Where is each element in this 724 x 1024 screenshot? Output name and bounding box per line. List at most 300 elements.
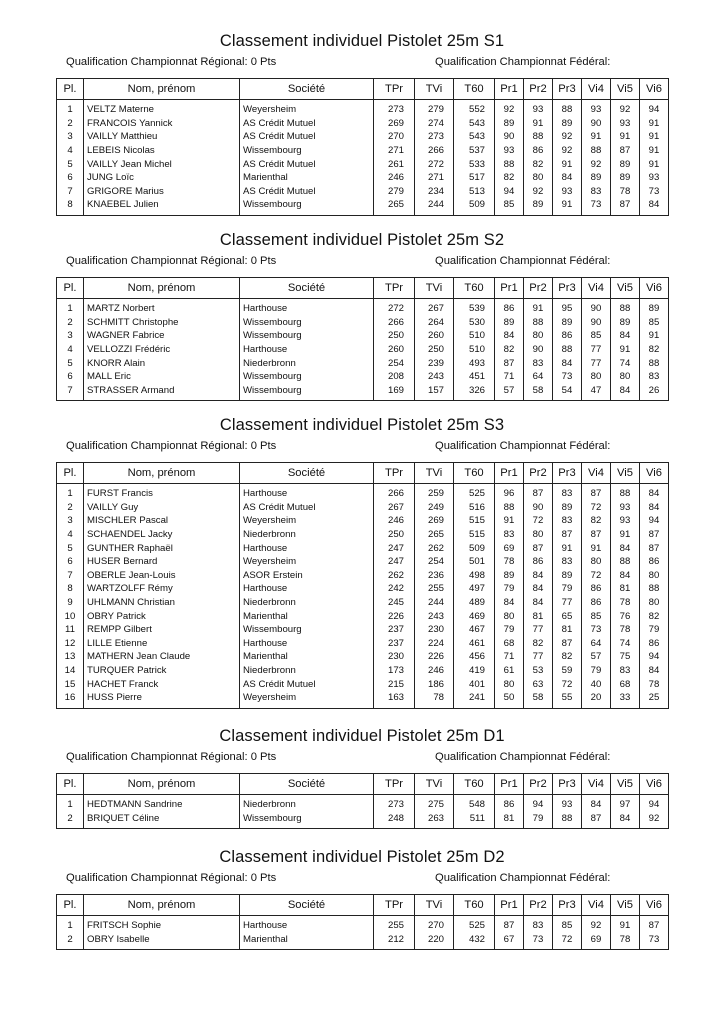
column-header-vi4: Vi4 (582, 463, 611, 484)
column-header-tvi: TVi (415, 463, 454, 484)
pr1-cell: 88 (495, 501, 524, 515)
tpr-cell: 250 (374, 528, 415, 542)
column-header-pr1: Pr1 (495, 79, 524, 100)
tpr-cell: 265 (374, 198, 415, 215)
club-cell: Wissembourg (240, 370, 374, 384)
vi5-cell: 75 (611, 650, 640, 664)
pr2-cell: 82 (524, 637, 553, 651)
club-cell: Weyersheim (240, 100, 374, 117)
rank-cell: 7 (67, 384, 73, 396)
name-cell: OBRY Isabelle (84, 933, 240, 950)
vi5-cell: 80 (611, 370, 640, 384)
pr2-cell: 83 (524, 916, 553, 933)
pr2-cell: 72 (524, 514, 553, 528)
column-header-tvi: TVi (415, 895, 454, 916)
column-header-t60: T60 (454, 774, 495, 795)
tvi-cell: 267 (415, 299, 454, 316)
table-header-row (57, 463, 669, 484)
column-header-vi4: Vi4 (582, 895, 611, 916)
column-header-soc: Société (240, 895, 374, 916)
pr2-cell: 93 (524, 100, 553, 117)
name-cell: VAILLY Matthieu (84, 130, 240, 144)
vi5-cell: 74 (611, 356, 640, 370)
vi4-cell: 87 (582, 812, 611, 829)
vi5-cell: 81 (611, 582, 640, 596)
table-row (57, 596, 669, 610)
pr2-cell: 80 (524, 171, 553, 185)
name-cell: MATHERN Jean Claude (84, 650, 240, 664)
vi5-cell: 87 (611, 144, 640, 158)
vi6-cell: 85 (640, 316, 669, 330)
name-cell: UHLMANN Christian (84, 596, 240, 610)
tvi-cell: 265 (415, 528, 454, 542)
pr2-cell: 87 (524, 541, 553, 555)
vi4-cell: 77 (582, 356, 611, 370)
club-cell: Wissembourg (240, 623, 374, 637)
t60-cell: 513 (454, 185, 495, 199)
column-header-pl: Pl. (57, 774, 84, 795)
pr2-cell: 77 (524, 650, 553, 664)
vi5-cell: 83 (611, 664, 640, 678)
club-cell: Wissembourg (240, 329, 374, 343)
name-cell: STRASSER Armand (84, 384, 240, 401)
club-cell: Weyersheim (240, 555, 374, 569)
pr1-cell: 86 (495, 795, 524, 812)
table-row (57, 916, 669, 933)
column-header-pl: Pl. (57, 278, 84, 299)
pr2-cell: 89 (524, 198, 553, 215)
vi6-cell: 84 (640, 484, 669, 501)
pr1-cell: 92 (495, 100, 524, 117)
vi4-cell: 90 (582, 316, 611, 330)
vi5-cell: 93 (611, 514, 640, 528)
tpr-cell: 273 (374, 100, 415, 117)
vi4-cell: 92 (582, 157, 611, 171)
pr1-cell: 50 (495, 691, 524, 708)
federal-qualification-note: Qualification Championnat Fédéral: (435, 440, 611, 452)
club-cell: Marienthal (240, 650, 374, 664)
t60-cell: 525 (454, 916, 495, 933)
pr3-cell: 54 (553, 384, 582, 401)
vi5-cell: 74 (611, 637, 640, 651)
tvi-cell: 263 (415, 812, 454, 829)
column-header-vi6: Vi6 (640, 774, 669, 795)
vi6-cell: 80 (640, 569, 669, 583)
table-header-row (57, 774, 669, 795)
federal-qualification-note: Qualification Championnat Fédéral: (435, 751, 611, 763)
vi4-cell: 72 (582, 501, 611, 515)
tpr-cell: 237 (374, 623, 415, 637)
vi5-cell: 88 (611, 555, 640, 569)
table-header-row (57, 895, 669, 916)
pr2-cell: 84 (524, 569, 553, 583)
pr1-cell: 61 (495, 664, 524, 678)
vi5-cell: 84 (611, 812, 640, 829)
pr2-cell: 90 (524, 343, 553, 357)
tvi-cell: 244 (415, 596, 454, 610)
table-row (57, 329, 669, 343)
pr1-cell: 86 (495, 299, 524, 316)
results-table (56, 462, 669, 709)
name-cell: FRITSCH Sophie (84, 916, 240, 933)
vi5-cell: 84 (611, 384, 640, 401)
vi4-cell: 57 (582, 650, 611, 664)
t60-cell: 432 (454, 933, 495, 950)
column-header-nom: Nom, prénom (84, 278, 240, 299)
club-cell: Niederbronn (240, 528, 374, 542)
federal-qualification-note: Qualification Championnat Fédéral: (435, 56, 611, 68)
tvi-cell: 275 (415, 795, 454, 812)
rank-cell: 5 (67, 542, 73, 554)
club-cell: AS Crédit Mutuel (240, 677, 374, 691)
pr1-cell: 79 (495, 582, 524, 596)
pr1-cell: 88 (495, 157, 524, 171)
name-cell: SCHAENDEL Jacky (84, 528, 240, 542)
column-header-soc: Société (240, 278, 374, 299)
pr3-cell: 88 (553, 100, 582, 117)
club-cell: Weyersheim (240, 514, 374, 528)
tpr-cell: 250 (374, 329, 415, 343)
club-cell: Niederbronn (240, 596, 374, 610)
vi4-cell: 87 (582, 484, 611, 501)
pr1-cell: 79 (495, 623, 524, 637)
column-header-pr1: Pr1 (495, 895, 524, 916)
column-header-pr1: Pr1 (495, 463, 524, 484)
tvi-cell: 255 (415, 582, 454, 596)
pr1-cell: 94 (495, 185, 524, 199)
pr3-cell: 73 (553, 370, 582, 384)
pr1-cell: 80 (495, 609, 524, 623)
regional-qualification-note: Qualification Championnat Régional: 0 Pts (66, 56, 277, 68)
vi5-cell: 92 (611, 100, 640, 117)
club-cell: Harthouse (240, 582, 374, 596)
tpr-cell: 226 (374, 609, 415, 623)
rank-cell: 1 (67, 920, 73, 932)
t60-cell: 509 (454, 541, 495, 555)
vi6-cell: 94 (640, 795, 669, 812)
tpr-cell: 212 (374, 933, 415, 950)
rank-cell: 3 (67, 131, 73, 143)
tvi-cell: 273 (415, 130, 454, 144)
column-header-soc: Société (240, 774, 374, 795)
t60-cell: 241 (454, 691, 495, 708)
tvi-cell: 239 (415, 356, 454, 370)
table-row (57, 582, 669, 596)
rank-cell: 15 (64, 678, 76, 690)
vi4-cell: 91 (582, 541, 611, 555)
pr3-cell: 93 (553, 795, 582, 812)
pr2-cell: 84 (524, 596, 553, 610)
vi4-cell: 90 (582, 117, 611, 131)
tvi-cell: 226 (415, 650, 454, 664)
column-header-pr3: Pr3 (553, 278, 582, 299)
vi5-cell: 33 (611, 691, 640, 708)
name-cell: HACHET Franck (84, 677, 240, 691)
t60-cell: 510 (454, 329, 495, 343)
section-title: Classement individuel Pistolet 25m S3 (219, 416, 505, 434)
table-row (57, 343, 669, 357)
rank-cell: 6 (67, 172, 73, 184)
tvi-cell: 250 (415, 343, 454, 357)
table-row (57, 569, 669, 583)
tpr-cell: 246 (374, 171, 415, 185)
tpr-cell: 230 (374, 650, 415, 664)
pr2-cell: 79 (524, 812, 553, 829)
vi6-cell: 79 (640, 623, 669, 637)
vi5-cell: 93 (611, 501, 640, 515)
pr2-cell: 88 (524, 316, 553, 330)
t60-cell: 525 (454, 484, 495, 501)
club-cell: Marienthal (240, 933, 374, 950)
table-row (57, 117, 669, 131)
t60-cell: 517 (454, 171, 495, 185)
rank-cell: 5 (67, 158, 73, 170)
name-cell: OBRY Patrick (84, 609, 240, 623)
name-cell: MARTZ Norbert (84, 299, 240, 316)
tvi-cell: 243 (415, 370, 454, 384)
rank-cell: 6 (67, 371, 73, 383)
tvi-cell: 264 (415, 316, 454, 330)
vi4-cell: 89 (582, 171, 611, 185)
column-header-soc: Société (240, 79, 374, 100)
t60-cell: 419 (454, 664, 495, 678)
pr3-cell: 79 (553, 582, 582, 596)
pr1-cell: 68 (495, 637, 524, 651)
regional-qualification-note: Qualification Championnat Régional: 0 Pts (66, 751, 277, 763)
tvi-cell: 236 (415, 569, 454, 583)
vi6-cell: 87 (640, 541, 669, 555)
pr3-cell: 72 (553, 677, 582, 691)
pr1-cell: 89 (495, 316, 524, 330)
vi5-cell: 88 (611, 299, 640, 316)
pr3-cell: 88 (553, 812, 582, 829)
name-cell: KNORR Alain (84, 356, 240, 370)
tpr-cell: 262 (374, 569, 415, 583)
regional-qualification-note: Qualification Championnat Régional: 0 Pts (66, 440, 277, 452)
pr2-cell: 64 (524, 370, 553, 384)
rank-cell: 1 (67, 104, 73, 116)
tpr-cell: 215 (374, 677, 415, 691)
pr3-cell: 81 (553, 623, 582, 637)
pr1-cell: 91 (495, 514, 524, 528)
table-row (57, 157, 669, 171)
club-cell: AS Crédit Mutuel (240, 130, 374, 144)
pr3-cell: 87 (553, 637, 582, 651)
vi6-cell: 82 (640, 609, 669, 623)
name-cell: OBERLE Jean-Louis (84, 569, 240, 583)
club-cell: Marienthal (240, 171, 374, 185)
table-row (57, 299, 669, 316)
table-row (57, 100, 669, 117)
club-cell: Harthouse (240, 916, 374, 933)
vi6-cell: 86 (640, 637, 669, 651)
table-row (57, 384, 669, 401)
tpr-cell: 242 (374, 582, 415, 596)
pr3-cell: 91 (553, 157, 582, 171)
vi4-cell: 80 (582, 370, 611, 384)
table-row (57, 130, 669, 144)
pr3-cell: 83 (553, 555, 582, 569)
column-header-pr2: Pr2 (524, 278, 553, 299)
pr1-cell: 84 (495, 596, 524, 610)
name-cell: MALL Eric (84, 370, 240, 384)
column-header-pl: Pl. (57, 895, 84, 916)
pr2-cell: 90 (524, 501, 553, 515)
t60-cell: 530 (454, 316, 495, 330)
pr2-cell: 88 (524, 130, 553, 144)
pr1-cell: 87 (495, 916, 524, 933)
rank-cell: 16 (64, 692, 76, 704)
table-row (57, 144, 669, 158)
pr2-cell: 82 (524, 157, 553, 171)
vi4-cell: 91 (582, 130, 611, 144)
vi4-cell: 20 (582, 691, 611, 708)
pr3-cell: 82 (553, 650, 582, 664)
tvi-cell: 272 (415, 157, 454, 171)
vi5-cell: 91 (611, 130, 640, 144)
column-header-vi5: Vi5 (611, 463, 640, 484)
pr2-cell: 58 (524, 691, 553, 708)
rank-cell: 7 (67, 569, 73, 581)
pr3-cell: 95 (553, 299, 582, 316)
vi5-cell: 91 (611, 916, 640, 933)
rank-cell: 3 (67, 515, 73, 527)
name-cell: WAGNER Fabrice (84, 329, 240, 343)
tvi-cell: 246 (415, 664, 454, 678)
t60-cell: 489 (454, 596, 495, 610)
column-header-vi6: Vi6 (640, 79, 669, 100)
club-cell: Harthouse (240, 484, 374, 501)
rank-cell: 1 (67, 303, 73, 315)
name-cell: LILLE Etienne (84, 637, 240, 651)
column-header-nom: Nom, prénom (84, 774, 240, 795)
column-header-vi5: Vi5 (611, 79, 640, 100)
pr2-cell: 81 (524, 609, 553, 623)
table-row (57, 555, 669, 569)
vi5-cell: 78 (611, 596, 640, 610)
club-cell: Marienthal (240, 609, 374, 623)
column-header-t60: T60 (454, 895, 495, 916)
t60-cell: 543 (454, 117, 495, 131)
rank-cell: 4 (67, 344, 73, 356)
vi6-cell: 82 (640, 343, 669, 357)
vi5-cell: 88 (611, 484, 640, 501)
vi6-cell: 94 (640, 650, 669, 664)
pr3-cell: 89 (553, 316, 582, 330)
pr1-cell: 89 (495, 569, 524, 583)
tpr-cell: 273 (374, 795, 415, 812)
column-header-t60: T60 (454, 79, 495, 100)
rank-cell: 2 (67, 316, 73, 328)
name-cell: VAILLY Guy (84, 501, 240, 515)
vi6-cell: 80 (640, 596, 669, 610)
tvi-cell: 274 (415, 117, 454, 131)
vi6-cell: 87 (640, 528, 669, 542)
vi4-cell: 77 (582, 343, 611, 357)
t60-cell: 461 (454, 637, 495, 651)
vi5-cell: 89 (611, 171, 640, 185)
vi6-cell: 91 (640, 329, 669, 343)
vi6-cell: 26 (640, 384, 669, 401)
t60-cell: 516 (454, 501, 495, 515)
tpr-cell: 245 (374, 596, 415, 610)
column-header-soc: Société (240, 463, 374, 484)
pr2-cell: 87 (524, 484, 553, 501)
column-header-pr2: Pr2 (524, 774, 553, 795)
table-row (57, 316, 669, 330)
club-cell: Niederbronn (240, 795, 374, 812)
column-header-tpr: TPr (374, 79, 415, 100)
table-row (57, 185, 669, 199)
club-cell: Wissembourg (240, 198, 374, 215)
results-table (56, 277, 669, 401)
t60-cell: 467 (454, 623, 495, 637)
tpr-cell: 266 (374, 484, 415, 501)
column-header-vi6: Vi6 (640, 278, 669, 299)
vi5-cell: 78 (611, 185, 640, 199)
rank-cell: 3 (67, 330, 73, 342)
column-header-pl: Pl. (57, 79, 84, 100)
column-header-tvi: TVi (415, 774, 454, 795)
results-table (56, 894, 669, 950)
rank-cell: 11 (65, 624, 75, 636)
table-row (57, 664, 669, 678)
vi4-cell: 80 (582, 555, 611, 569)
vi4-cell: 90 (582, 299, 611, 316)
t60-cell: 493 (454, 356, 495, 370)
tpr-cell: 255 (374, 916, 415, 933)
club-cell: Harthouse (240, 299, 374, 316)
tpr-cell: 279 (374, 185, 415, 199)
pr2-cell: 77 (524, 623, 553, 637)
club-cell: Wissembourg (240, 384, 374, 401)
rank-cell: 2 (67, 117, 73, 129)
club-cell: AS Crédit Mutuel (240, 157, 374, 171)
tpr-cell: 248 (374, 812, 415, 829)
tpr-cell: 163 (374, 691, 415, 708)
federal-qualification-note: Qualification Championnat Fédéral: (435, 255, 611, 267)
name-cell: HEDTMANN Sandrine (84, 795, 240, 812)
name-cell: HUSER Bernard (84, 555, 240, 569)
vi6-cell: 92 (640, 812, 669, 829)
column-header-pr1: Pr1 (495, 278, 524, 299)
table-row (57, 795, 669, 812)
pr1-cell: 69 (495, 541, 524, 555)
column-header-tvi: TVi (415, 79, 454, 100)
pr2-cell: 80 (524, 329, 553, 343)
vi4-cell: 87 (582, 528, 611, 542)
vi5-cell: 84 (611, 541, 640, 555)
rank-cell: 7 (67, 185, 73, 197)
table-row (57, 198, 669, 215)
vi6-cell: 88 (640, 356, 669, 370)
column-header-vi5: Vi5 (611, 895, 640, 916)
t60-cell: 509 (454, 198, 495, 215)
vi5-cell: 89 (611, 157, 640, 171)
table-header-row (57, 278, 669, 299)
tvi-cell: 266 (415, 144, 454, 158)
vi5-cell: 78 (611, 623, 640, 637)
rank-cell: 1 (67, 488, 73, 500)
column-header-vi5: Vi5 (611, 774, 640, 795)
pr3-cell: 83 (553, 484, 582, 501)
table-row (57, 514, 669, 528)
column-header-pr3: Pr3 (553, 79, 582, 100)
vi5-cell: 84 (611, 569, 640, 583)
t60-cell: 537 (454, 144, 495, 158)
rank-cell: 2 (67, 812, 73, 824)
tpr-cell: 247 (374, 555, 415, 569)
